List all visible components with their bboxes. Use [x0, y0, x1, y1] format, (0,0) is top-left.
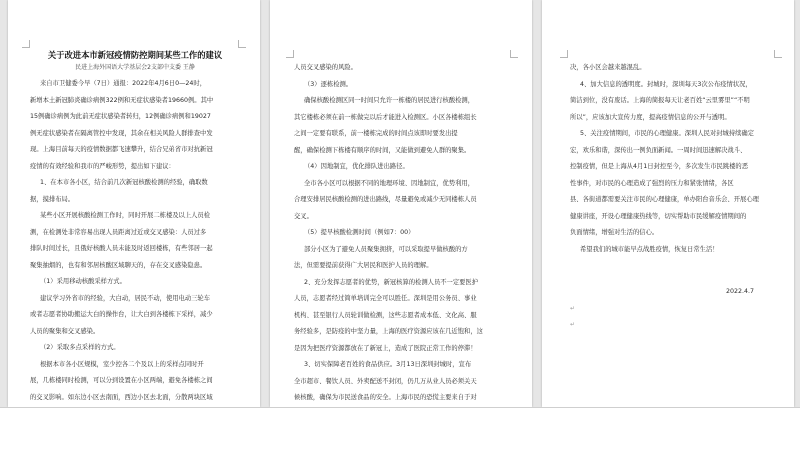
paragraph-line: （1）采用移动核酸采样方式。	[40, 278, 126, 285]
paragraph-line: （3）逐栋检测。	[304, 80, 353, 88]
paragraph-line: 机构、甚至银行人员轮训做检测，这些志愿者成本低、文化高、服	[294, 311, 477, 319]
paragraph-line: 排队时间过长，且俄好核酸人员未能及时返回楼栋，有些邻居一起	[30, 245, 213, 252]
paragraph-line: 部分小区为了避免人员聚集拥挤，可以采取提早做核酸的方	[304, 245, 468, 253]
paragraph-line: 4、加大信息的透明度。封城时，深圳每天3次公布疫情状况，	[580, 80, 752, 88]
paragraph-line: 之间一定要有联系，前一楼栋完成的时间点该即时要发出提	[294, 130, 458, 137]
paragraph-line: 决，各小区会越来越混乱。	[570, 64, 646, 71]
paragraph-line: 人员的聚集和交叉感染。	[30, 327, 100, 335]
paragraph-line: 新增本土新冠肺炎确诊病例322例和无症状感染者19660例。其中	[30, 96, 214, 104]
margin-corner-mark	[774, 50, 782, 58]
paragraph-line: 交叉。	[294, 212, 313, 220]
paragraph-line: 确保核酸检测区同一时间只允许一栋楼的居民进行核酸检测，	[304, 97, 475, 104]
paragraph-line: 建议学习外省市的经验，大白动，居民不动，使用电动三轮车	[40, 294, 211, 302]
paragraph-mark-icon: ↵	[570, 321, 576, 328]
paragraph-line: 15例确诊病例为此前无症状感染者转归，12例确诊病例和19027	[30, 113, 211, 120]
margin-corner-mark	[560, 50, 568, 58]
paragraph-line: 聚集抽烟的，也有和邻居核酸区域聊天的，存在交叉感染隐患。	[30, 261, 207, 269]
document-page-2[interactable]	[270, 0, 532, 407]
document-page-3[interactable]	[542, 0, 794, 407]
document-title: 关于改进本市新冠疫情防控期间某些工作的建议	[47, 50, 223, 60]
paragraph-line: 希望我们的城市能早点战胜疫情，恢复日常生活！	[580, 245, 719, 253]
paragraph-line: 候核酸，确保为市民送食品的安全。上海市民的恐慌主要来自于对	[294, 394, 477, 401]
paragraph-mark-icon: ↵	[570, 304, 576, 312]
paragraph-line: 所以”，应该加大宣传力度，提高疫情信息的公开与透明。	[570, 113, 731, 121]
paragraph-line: 全市各小区可以根据不同的地理环境、因地制宜，优势利用，	[304, 179, 475, 187]
paragraph-line: 疫情的有效经验和我市的严峻形势，提出如下建议：	[30, 162, 175, 170]
paragraph-line: 某些小区开展核酸检测工作时，同时开展二栋楼及以上人员检	[40, 212, 211, 219]
paragraph-line: 1、在本市各小区，结合前几次新冠核酸检测的经验，确取数	[40, 179, 208, 186]
paragraph-line: 根据本市各小区规模，室少控各二个及以上的采样点同时开	[40, 360, 204, 368]
document-page-1[interactable]	[8, 0, 260, 407]
margin-corner-mark	[22, 40, 30, 48]
paragraph-line: 2、充分发挥志愿者的优势，新冠核算的检测人员不一定要医护	[304, 278, 479, 286]
paragraph-line: 法，但需要提前获得广大居民和医护人员的理解。	[294, 262, 433, 269]
page-1-body	[30, 76, 240, 406]
paragraph-line: 县、各街道都需要关注市民的心理健康，单办阳台音乐会、开展心理	[570, 196, 759, 203]
paragraph-line: （2）采取多点采样的方式。	[40, 344, 120, 351]
paragraph-line: 简洁到位，没有废话。上海的简报每天让老百姓“云里雾里”“不明	[570, 97, 750, 104]
paragraph-line: 例无症状感染者在隔离管控中发现，其余在相关风险人群排查中发	[30, 129, 213, 137]
status-area	[0, 407, 800, 450]
paragraph-line: 务经验多，是防疫的中坚力量，上海的医疗资源应该在几近饱和，这	[294, 328, 483, 335]
paragraph-line: 测，在检测处非常容易出现人员距离过近或交叉感染：人员过多	[30, 228, 207, 236]
paragraph-line: 是因为把医疗资源都放在了新冠上，造成了医院正常工作的停滞！	[294, 344, 477, 352]
paragraph-line: 合理安排居民核酸检测的进出路线，尽量避免或减少无同楼栋人员	[294, 196, 477, 203]
paragraph-line: 据，摸排布局。	[30, 195, 75, 203]
paragraph-line: 来自市卫健委今早（7日）通报：2022年4月6日0—24时，	[40, 80, 207, 87]
margin-corner-mark	[510, 50, 518, 58]
paragraph-line: 宏，欢乐和谐，深传出一例负面新闻。一周时间迅速解决战斗、	[570, 146, 747, 154]
paragraph-line: 人员交叉感染的风险。	[294, 64, 357, 71]
paragraph-line: 负面情绪，增强对生活的信心。	[570, 229, 659, 236]
paragraph-line: 或者志愿者协助搬运大白的操作台，让大白到各楼栋下采样，减少	[30, 311, 213, 318]
paragraph-line: 5、关注疫情期间，市民的心理健康。深圳人民对封城持续确定	[580, 130, 755, 137]
paragraph-line: 性事件，对市民的心理造成了强烈的压力和紧张情绪，各区	[570, 179, 734, 187]
paragraph-line: （4）因地制宜，优化排队进出路径。	[304, 163, 409, 170]
document-date: 2022.4.7	[725, 288, 754, 295]
paragraph-line: 的交叉影响。如东边小区去南面，西边小区去北面，分散两块区域	[30, 393, 213, 401]
paragraph-line: 人员，志愿者经过简单培训完全可以胜任。深圳是用公务员、事业	[294, 295, 477, 302]
paragraph-line: 全市超市、餐饮人员、外卖配送不封闭，仍几万从业人员必须关天	[294, 377, 477, 385]
paragraph-line: 醒，确保检测下栋楼有顺序的时间，又能做到避免人群的聚集。	[294, 146, 471, 154]
page-3-body	[570, 60, 776, 334]
paragraph-line: （5）提早核酸检测时间（例如7：00）	[304, 229, 415, 236]
paragraph-line: 控制疫情，但是上海从4月1日封控至今，多次发生市民跳楼的恶	[570, 163, 749, 170]
margin-corner-mark	[238, 40, 246, 48]
margin-corner-mark	[286, 50, 294, 58]
paragraph-line: 健康讲座，开设心理健康热线等，切实帮助市民缓解疫情期间的	[570, 212, 747, 220]
page-2-body	[294, 60, 512, 423]
paragraph-line: 3、切实保障老百姓的食品供应。3月13日深圳封城时，宣布	[304, 361, 472, 368]
document-author: 民进上海外国语大学基层会2支部中支委 王静	[75, 64, 195, 71]
paragraph-line: 其它楼栋必须在前一栋做完以后才能进入检测区。小区各楼栋组长	[294, 113, 477, 121]
divider	[0, 407, 800, 408]
paragraph-line: 展，几栋楼同时检测，可以分到设置在小区两端，避免各楼栋之间	[30, 377, 213, 384]
paragraph-line: 现。上海目前每天的疫情数据都飞速攀升，结合兄弟省市对抗新冠	[30, 146, 213, 153]
